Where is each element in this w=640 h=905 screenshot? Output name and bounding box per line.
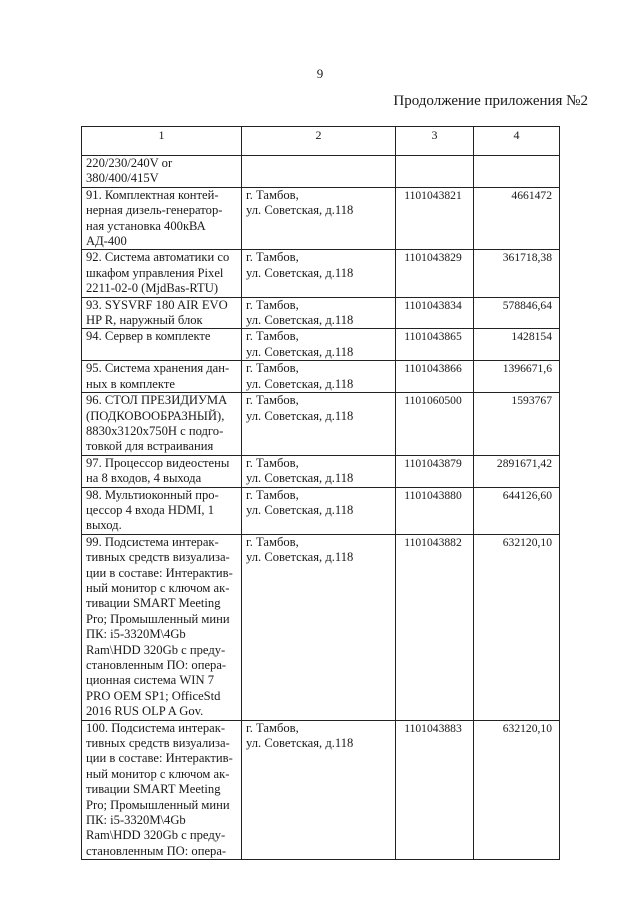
item-value: 361718,38: [474, 250, 560, 297]
item-value: 1428154: [474, 329, 560, 361]
item-inventory-number: 1101043866: [396, 361, 474, 393]
item-inventory-number: 1101043821: [396, 187, 474, 250]
item-value: 632120,10: [474, 534, 560, 720]
item-address: г. Тамбов, ул. Советская, д.118: [242, 455, 396, 487]
item-inventory-number: 1101060500: [396, 393, 474, 456]
header-col-3: 3: [396, 127, 474, 156]
item-address: г. Тамбов, ул. Советская, д.118: [242, 393, 396, 456]
header-col-4: 4: [474, 127, 560, 156]
inventory-table: [81, 126, 560, 860]
item-address: г. Тамбов, ул. Советская, д.118: [242, 329, 396, 361]
item-value: 578846,64: [474, 297, 560, 329]
item-inventory-number: 1101043883: [396, 720, 474, 860]
table-row: [82, 361, 560, 393]
table-row: [82, 393, 560, 456]
item-address: г. Тамбов, ул. Советская, д.118: [242, 487, 396, 534]
header-col-2: 2: [242, 127, 396, 156]
item-value: 644126,60: [474, 487, 560, 534]
item-inventory-number: [396, 156, 474, 188]
item-address: г. Тамбов, ул. Советская, д.118: [242, 187, 396, 250]
table-row: [82, 455, 560, 487]
table-row: [82, 487, 560, 534]
page-heading: Продолжение приложения №2: [393, 93, 588, 109]
item-value: 1396671,6: [474, 361, 560, 393]
item-address: г. Тамбов, ул. Советская, д.118: [242, 297, 396, 329]
item-name: 94. Сервер в комплекте: [82, 329, 242, 361]
table-row: [82, 156, 560, 188]
item-inventory-number: 1101043882: [396, 534, 474, 720]
item-name: 95. Система хранения дан- ных в комплекте: [82, 361, 242, 393]
table-row: [82, 329, 560, 361]
item-name: 92. Система автоматики со шкафом управления Pixel 2211-02-0 (MjdBas-RTU): [82, 250, 242, 297]
item-value: [474, 156, 560, 188]
item-name: 96. СТОЛ ПРЕЗИДИУМА (ПОДКОВООБРАЗНЫЙ), 8830х3120х750Н с подго- товкой для встраивания: [82, 393, 242, 456]
item-value: 4661472: [474, 187, 560, 250]
item-name: 93. SYSVRF 180 AIR EVO HP R, наружный блок: [82, 297, 242, 329]
item-inventory-number: 1101043879: [396, 455, 474, 487]
item-name: 220/230/240V or 380/400/415V: [82, 156, 242, 188]
item-inventory-number: 1101043880: [396, 487, 474, 534]
item-name: 97. Процессор видеостены на 8 входов, 4 выхода: [82, 455, 242, 487]
item-inventory-number: 1101043865: [396, 329, 474, 361]
table-row: [82, 297, 560, 329]
item-inventory-number: 1101043829: [396, 250, 474, 297]
item-name: 98. Мультиоконный про- цессор 4 входа HDMI, 1 выход.: [82, 487, 242, 534]
item-address: г. Тамбов, ул. Советская, д.118: [242, 534, 396, 720]
table-row: [82, 720, 560, 860]
item-address: [242, 156, 396, 188]
table-header-row: [82, 127, 560, 156]
item-address: г. Тамбов, ул. Советская, д.118: [242, 720, 396, 860]
item-address: г. Тамбов, ул. Советская, д.118: [242, 250, 396, 297]
item-value: 632120,10: [474, 720, 560, 860]
table-row: [82, 187, 560, 250]
item-name: 91. Комплектная контей- нерная дизель-генератор- ная установка 400кВА АД-400: [82, 187, 242, 250]
item-name: 99. Подсистема интерак- тивных средств визуализа- ции в составе: Интерактив- ный монитор с ключом ак- тивации SMART Meeting Pro; Промышленный мини ПК: i5-3320M\4Gb Ram\HDD 320Gb с преду- становленным ПО: опера- ционная система WIN 7 PRO OEM SP1; OfficeStd 2016 RUS OLP A Gov.: [82, 534, 242, 720]
table-row: [82, 250, 560, 297]
table-row: [82, 534, 560, 720]
header-col-1: 1: [82, 127, 242, 156]
item-value: 1593767: [474, 393, 560, 456]
item-value: 2891671,42: [474, 455, 560, 487]
item-address: г. Тамбов, ул. Советская, д.118: [242, 361, 396, 393]
page-number: 9: [316, 66, 324, 81]
item-inventory-number: 1101043834: [396, 297, 474, 329]
item-name: 100. Подсистема интерак- тивных средств визуализа- ции в составе: Интерактив- ный монитор с ключом ак- тивации SMART Meeting Pro; Промышленный мини ПК: i5-3320M\4Gb Ram\HDD 320Gb с преду- становленным ПО: опера-: [82, 720, 242, 860]
